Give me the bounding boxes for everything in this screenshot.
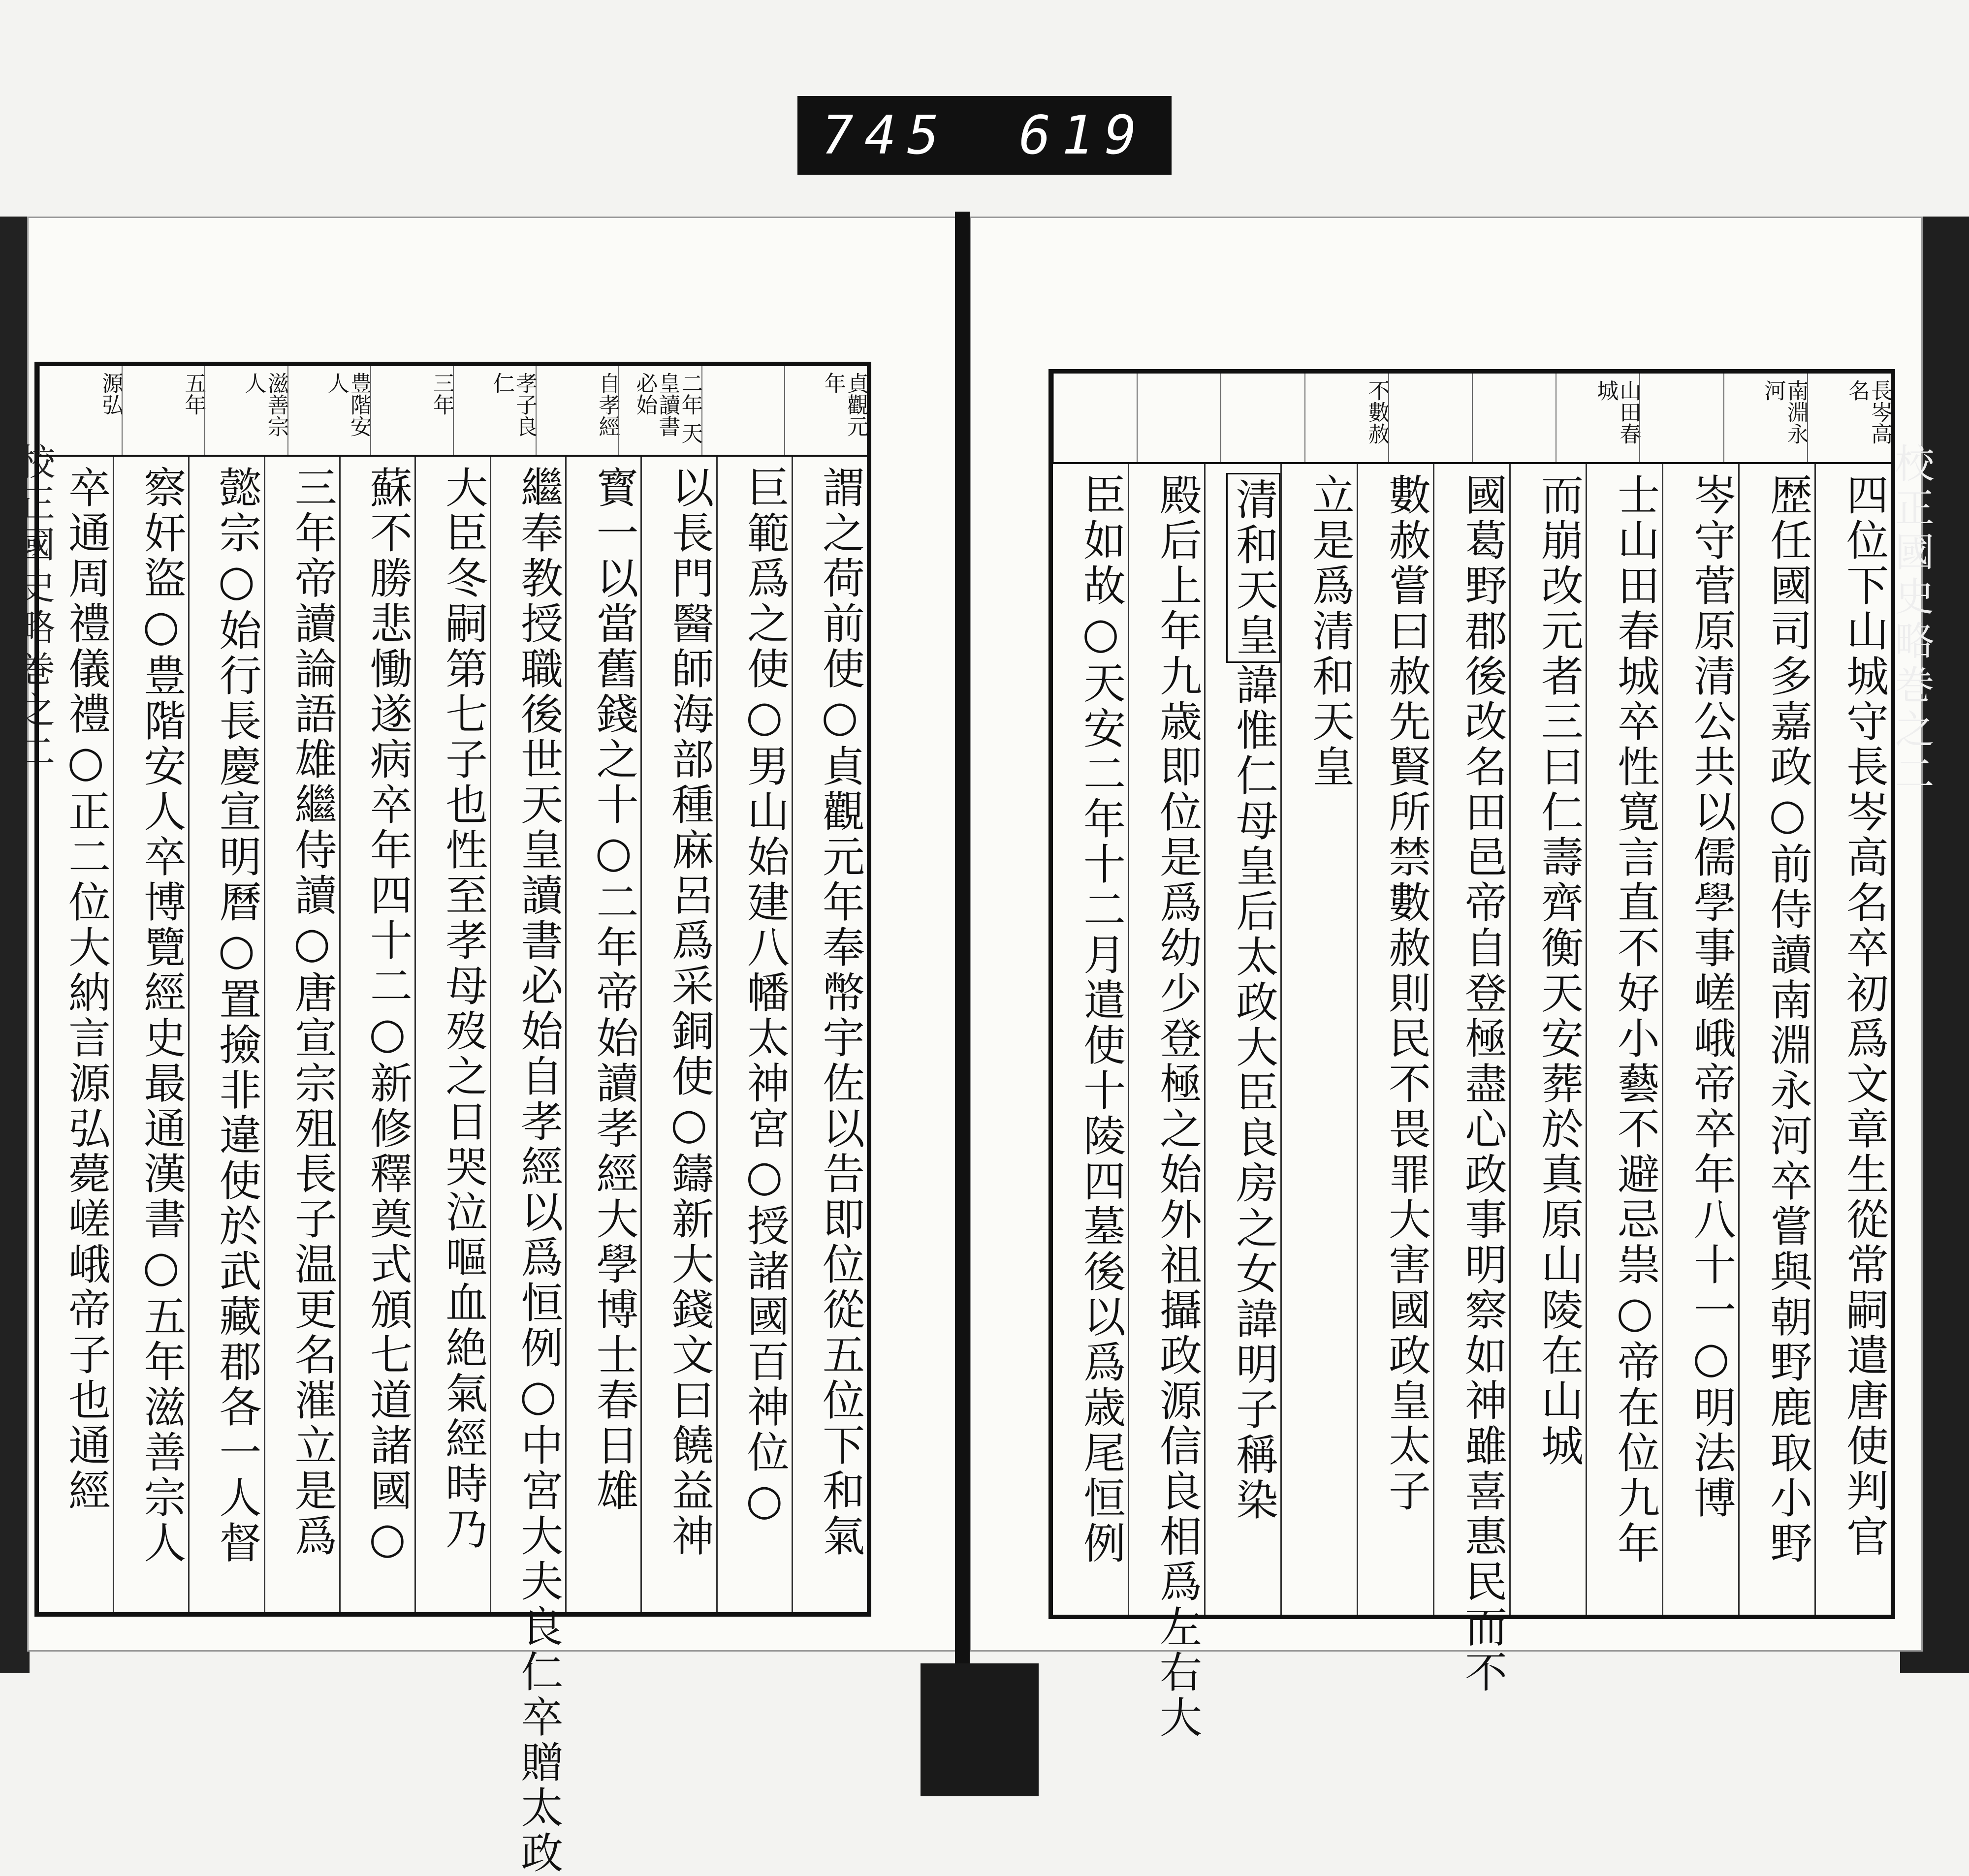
head-note: 孝子良仁 [453, 366, 536, 455]
head-note [1220, 374, 1304, 462]
right-text-columns [1053, 464, 1891, 1741]
text-column: 繼奉教授職後世天皇讀書必始自孝經以爲恒例○中宮大夫良仁卒贈太政 [490, 457, 565, 1612]
text-column: 察奸盜○豊階安人卒博覽經史最通漢書○五年滋善宗人 [113, 457, 188, 1612]
head-note: 長岑高名 [1807, 374, 1891, 462]
spine-shadow [921, 1663, 1039, 1796]
book-spine [955, 212, 970, 1668]
head-note: 三年 [370, 366, 453, 455]
text-column: 寳一以當舊錢之十○二年帝始讀孝經大學博士春日雄 [565, 457, 640, 1612]
catalog-number-right: 619 [1019, 104, 1148, 166]
book-edge-left [0, 217, 30, 1673]
head-note [1472, 374, 1556, 462]
text-column-rest: 諱惟仁母皇后太政大臣良房之女諱明子稱染 [1229, 663, 1278, 1523]
text-column: 而崩改元者三曰仁壽齊衡天安葬於真原山陵在山城 [1509, 464, 1586, 1615]
head-note [1137, 374, 1220, 462]
text-column: 國葛野郡後改名田邑帝自登極盡心政事明察如神雖喜惠民而不 [1433, 464, 1509, 1615]
text-column: 士山田春城卒性寛言直不好小藝不避忌祟○帝在位九年 [1586, 464, 1662, 1615]
text-column: 岑守菅原清公共以儒學事嵯峨帝卒年八十一○明法博 [1662, 464, 1738, 1615]
text-column: 懿宗○始行長慶宣明曆○置撿非違使於武藏郡各一人督 [188, 457, 263, 1612]
head-note: 二年 天皇讀書必始 [618, 366, 701, 455]
head-note: 源弘 [39, 366, 122, 455]
catalog-number-left: 745 [821, 104, 950, 166]
text-column: 卒通周禮儀禮○正二位大納言源弘薨嵯峨帝子也通經 [61, 466, 111, 1514]
head-note [1053, 374, 1137, 462]
boxed-emperor-title: 清和天皇 [1226, 473, 1280, 663]
head-note [1639, 374, 1723, 462]
head-note: 南淵永河 [1723, 374, 1807, 462]
text-column: 殿后上年九歳即位是爲幼少登極之始外祖攝政源信良相爲左右大 [1128, 464, 1204, 1615]
head-note: 不數赦 [1304, 374, 1388, 462]
right-head-notes [1053, 374, 1891, 464]
text-column: 以長門醫師海部種麻呂爲采銅使○鑄新大錢文曰饒益神 [640, 457, 716, 1612]
text-column: 大臣冬嗣第七子也性至孝母歿之日哭泣嘔血絶氣經時乃 [414, 457, 490, 1612]
text-column: 歴任國司多嘉政○前侍讀南淵永河卒嘗與朝野鹿取小野 [1738, 464, 1814, 1615]
text-column: 數赦嘗曰赦先賢所禁數赦則民不畏罪大害國政皇太子 [1357, 464, 1433, 1615]
text-column-reign-title [1204, 464, 1280, 1615]
text-column: 三年帝讀論語雄繼侍讀○唐宣宗殂長子温更名漼立是爲 [264, 457, 339, 1612]
head-note [701, 366, 784, 455]
left-text-columns [39, 457, 867, 1876]
text-column: 巨範爲之使○男山始建八幡太神宮○授諸國百神位○ [716, 457, 792, 1612]
head-note: 自孝經 [536, 366, 618, 455]
text-column: 蘇不勝悲慟遂病卒年四十二○新修釋奠式頒七道諸國○ [339, 457, 414, 1612]
head-note: 豊階安人 [287, 366, 370, 455]
head-note: 滋善宗人 [204, 366, 287, 455]
head-note: 貞觀元年 [784, 366, 867, 455]
text-column: 謂之荷前使○貞觀元年奉幣宇佐以告即位從五位下和氣 [792, 457, 867, 1612]
left-text-frame [34, 362, 871, 1876]
right-page-margin-title: 校正國史略巻之二 [1888, 443, 1934, 797]
left-page-margin-title: 校正國史略巻之二 [13, 443, 55, 774]
text-column: 立是爲清和天皇 [1280, 464, 1357, 1615]
text-column: 四位下山城守長岑高名卒初爲文章生從常嗣遣唐使判官 [1814, 464, 1891, 1615]
head-note: 山田春城 [1556, 374, 1639, 462]
right-text-frame [1048, 369, 1895, 1741]
head-note [1388, 374, 1472, 462]
catalog-label [797, 96, 1172, 175]
text-column: 臣如故○天安二年十二月遣使十陵四墓後以爲歳尾恒例 [1076, 473, 1125, 1566]
left-head-notes [39, 366, 867, 457]
head-note: 五年 [122, 366, 204, 455]
